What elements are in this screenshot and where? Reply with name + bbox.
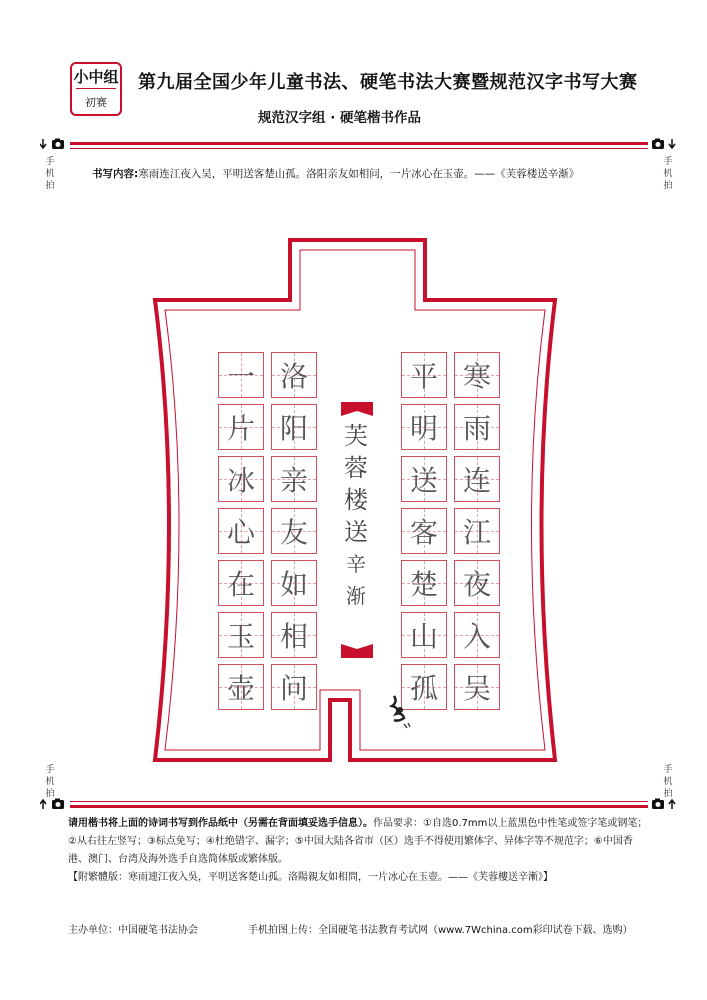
- char-cell: 楚: [401, 560, 447, 606]
- instructions-lead: 请用楷书将上面的诗词书写到作品纸中（另需在背面填妥选手信息）。: [68, 818, 373, 829]
- writing-content: [92, 166, 579, 181]
- char-cell: 如: [271, 560, 317, 606]
- char-cell: 孤: [401, 664, 447, 710]
- badge-round-label: 初赛: [85, 96, 107, 109]
- traditional-version: 【附繁體版：寒雨連江夜入吳，平明送客楚山孤。洛陽親友如相問，一片冰心在玉壺。——《芙蓉樓送辛漸》】: [68, 872, 553, 883]
- phone-label-top-left: 手 机 拍: [45, 157, 55, 191]
- char-cell: 心: [218, 508, 264, 554]
- badge-group-label: 小中组: [73, 68, 119, 86]
- camera-icon: [40, 798, 66, 810]
- char-cell: 问: [271, 664, 317, 710]
- organizer: 主办单位：中国硬笔书法协会: [68, 925, 198, 936]
- char-cell: 吴: [454, 664, 500, 710]
- camera-marker-top-right: [650, 138, 676, 153]
- title-char: 渐: [346, 584, 366, 608]
- instructions-requirements: 作品要求：①自选0.7mm以上蓝黑色中性笔或签字笔或钢笔；②从右往左竖写；③标点免写；④杜绝错字、漏字；⑤中国大陆各省市（区）选手不得使用繁体字、异体字等不规范字；⑥中国香港、澳门、台湾及海外选手自选简体版或繁体版。: [68, 818, 648, 865]
- char-cell: 客: [401, 508, 447, 554]
- camera-icon: [40, 138, 66, 150]
- char-cell: 玉: [218, 612, 264, 658]
- instructions: [68, 815, 648, 887]
- title-char: 送: [344, 518, 368, 546]
- phone-label-top-right: 手 机 拍: [663, 157, 673, 191]
- char-cell: 在: [218, 560, 264, 606]
- phone-label-bottom-left: 手 机 拍: [45, 765, 55, 799]
- camera-marker-bottom-left: [40, 798, 66, 813]
- char-cell: 友: [271, 508, 317, 554]
- phone-label-bottom-right: 手 机 拍: [663, 765, 673, 799]
- writing-content-text: 寒雨连江夜入吴，平明送客楚山孤。洛阳亲友如相问，一片冰心在玉壶。——《芙蓉楼送辛渐》: [138, 168, 580, 180]
- title-char: 蓉: [344, 454, 368, 482]
- bottom-rule: [70, 805, 648, 808]
- top-rule: [70, 142, 648, 145]
- camera-marker-bottom-right: [650, 798, 676, 813]
- char-cell: 山: [401, 612, 447, 658]
- char-cell: 江: [454, 508, 500, 554]
- top-rule-thin: [70, 148, 648, 149]
- char-cell: 相: [271, 612, 317, 658]
- char-cell: 寒: [454, 352, 500, 398]
- char-cell: 冰: [218, 456, 264, 502]
- poem-title-column: [340, 420, 372, 670]
- upload-info: 手机拍图上传：全国硬笔书法教育考试网（www.7Wchina.com彩印试卷下载、选购）: [248, 925, 633, 936]
- char-cell: 一: [218, 352, 264, 398]
- char-cell: 壶: [218, 664, 264, 710]
- char-cell: 明: [401, 404, 447, 450]
- title-char: 芙: [344, 422, 368, 450]
- camera-icon: [650, 138, 676, 150]
- char-cell: 洛: [271, 352, 317, 398]
- title-char: 辛: [346, 552, 366, 576]
- title-char: 楼: [344, 486, 368, 514]
- group-badge: [70, 62, 122, 116]
- char-cell: 亲: [271, 456, 317, 502]
- badge-divider: [76, 88, 116, 89]
- title-banner-top: [341, 402, 373, 416]
- char-cell: 入: [454, 612, 500, 658]
- page-subtitle: 规范汉字组 · 硬笔楷书作品: [258, 110, 422, 126]
- char-cell: 雨: [454, 404, 500, 450]
- writing-content-label: 书写内容:: [92, 168, 139, 180]
- bottom-rule-thin: [70, 801, 648, 802]
- char-cell: 夜: [454, 560, 500, 606]
- char-cell: 平: [401, 352, 447, 398]
- char-cell: 送: [401, 456, 447, 502]
- char-cell: 阳: [271, 404, 317, 450]
- page-title: 第九届全国少年儿童书法、硬笔书法大赛暨规范汉字书写大赛: [138, 72, 638, 93]
- camera-icon: [650, 798, 676, 810]
- char-cell: 片: [218, 404, 264, 450]
- char-cell: 连: [454, 456, 500, 502]
- camera-marker-top-left: [40, 138, 66, 153]
